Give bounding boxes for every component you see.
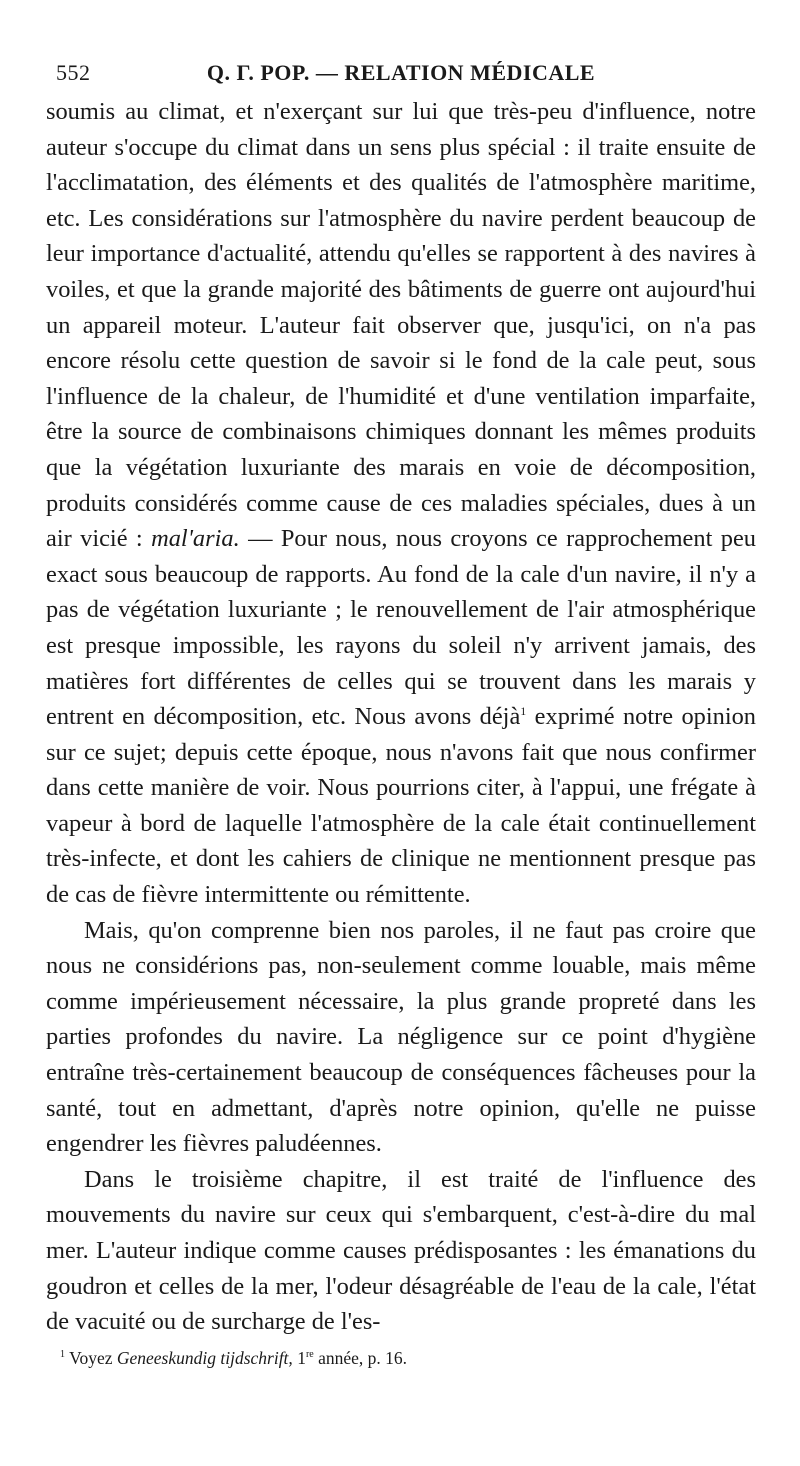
paragraph-3: Dans le troisième chapitre, il est traité de l'influence des mouvements du navire sur ceux qui s'embarquent, c'est-à-dire du mal mer. L'auteur indique comme causes prédisposantes : les émanations du goudron et celles de la mer, l'odeur désagréable de l'eau de la cale, l'état de vacuité ou de surcharge de l'es- (46, 1165, 756, 1336)
paragraph-2: Mais, qu'on comprenne bien nos paroles, il ne faut pas croire que nous ne considérions pas, non-seulement comme louable, mais même comme impérieusement nécessaire, la plus grande propreté dans les parties profondes du navire. La négligence sur ce point d'hygiène entraîne très-certainement beaucoup de conséquences fâcheuses pour la santé, tout en admettant, d'après notre opinion, qu'elle ne puisse engendrer les fièvres paludéennes. (46, 916, 756, 1158)
body-text (46, 94, 756, 1340)
paragraph-1-text-a: soumis au climat, et n'exerçant sur lui que très-peu d'influence, notre auteur s'occupe du climat dans un sens plus spécial : il traite ensuite de l'acclimatation, des éléments et des qualités de l'atmosphère maritime, etc. Les considérations sur l'atmosphère du navire perdent beaucoup de leur importance d'actualité, attendu qu'elles se rapportent à des navires à voiles, et que la grande majorité des bâtiments de guerre ont aujourd'hui un appareil moteur. L'auteur fait observer que, jusqu'ici, on n'a pas encore résolu cette question de savoir si le fond de la cale peut, sous l'influence de la chaleur, de l'humidité et d'une ventilation imparfaite, être la source de combinaisons chimiques donnant les mêmes produits que la végétation luxuriante des marais en voie de décomposition, produits considérés comme cause de ces maladies spéciales, dues à un air vicié : (46, 98, 756, 553)
paragraph-1-text-c: exprimé notre opinion sur ce sujet; depuis cette époque, nous n'avons fait que nous confirmer dans cette manière de voir. Nous pourrions citer, à l'appui, une frégate à vapeur à bord de laquelle l'atmosphère de la cale était continuellement très-infecte, et dont les cahiers de clinique ne mentionnent presque pas de cas de fièvre intermittente ou rémittente. (46, 703, 756, 909)
footnote-reference: 1 (520, 703, 527, 718)
paragraph-1-italic-term: mal'aria. (151, 525, 240, 553)
footnote-ordinal: 1 (297, 1347, 306, 1368)
footnote-journal: Geneeskundig tijdschrift, (116, 1347, 293, 1368)
footnote (46, 1346, 756, 1370)
running-head (46, 60, 756, 90)
page-number: 552 (56, 60, 91, 85)
footnote-suffix: année, p. 16. (318, 1347, 408, 1368)
footnote-marker: 1 (60, 1348, 65, 1360)
paragraph-1 (46, 94, 756, 913)
footnote-ordinal-suffix: re (305, 1348, 314, 1360)
paragraph-1-text-b: — Pour nous, nous croyons ce rapprochement peu exact sous beaucoup de rapports. Au fond de la cale d'un navire, il n'y a pas de végétation luxuriante ; le renouvellement de l'air atmosphérique est presque impossible, les rayons du soleil n'y arrivent jamais, des matières fort différentes de celles qui se trouvent dans les marais y entrent en décomposition, etc. Nous avons déjà (46, 525, 756, 731)
page (46, 60, 756, 1370)
running-title: Q. Γ. POP. — RELATION MÉDICALE (206, 60, 596, 85)
footnote-prefix: Voyez (69, 1347, 113, 1368)
